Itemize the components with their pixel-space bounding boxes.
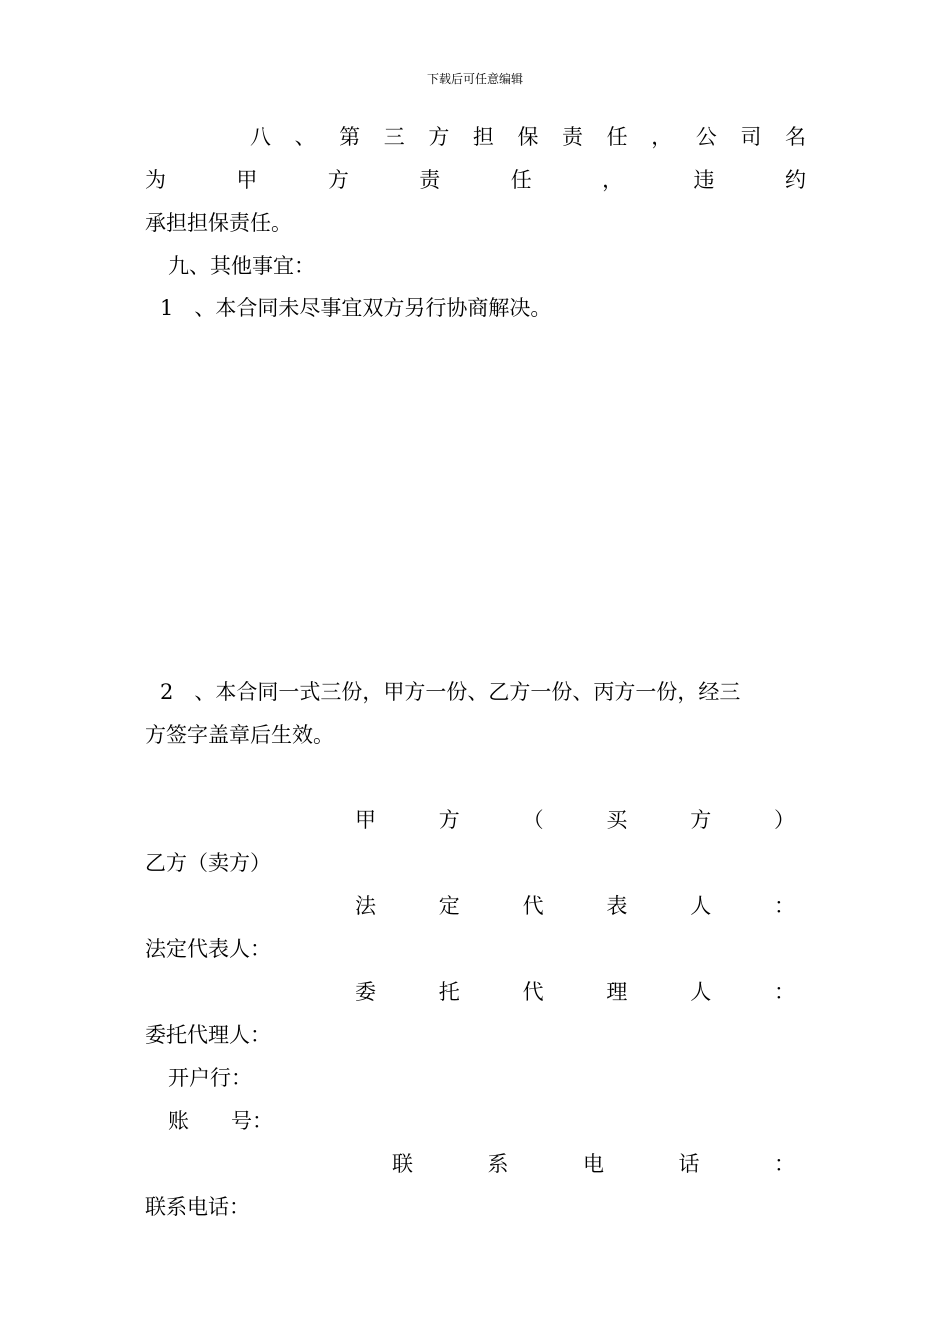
section8-line1	[250, 122, 806, 152]
text-fragment: 责	[562, 125, 584, 149]
section8-line2	[145, 165, 806, 195]
text-fragment: 系	[487, 1152, 509, 1176]
text-fragment: 保	[517, 125, 539, 149]
text-fragment: 理	[606, 980, 628, 1004]
legal-rep-b-label: 法定代表人：	[145, 937, 271, 961]
text-fragment: 买	[606, 808, 628, 832]
phone-b-label: 联系电话：	[145, 1195, 250, 1219]
text-fragment: 公	[695, 125, 717, 149]
text-fragment: 表	[606, 894, 628, 918]
agent-b-label: 委托代理人：	[145, 1023, 271, 1047]
party-a-label	[355, 805, 795, 835]
text-fragment: 方	[327, 168, 349, 192]
text-fragment: 联	[392, 1152, 413, 1176]
text-fragment: ：	[773, 894, 795, 918]
text-fragment: 电	[583, 1152, 604, 1176]
text-fragment: 任	[510, 168, 532, 192]
text-fragment: 人	[690, 894, 712, 918]
text-fragment: ，	[602, 168, 624, 192]
text-fragment: 甲	[236, 168, 258, 192]
text-fragment: 、	[294, 125, 316, 149]
text-fragment: 托	[438, 980, 460, 1004]
text-fragment: 名	[784, 125, 806, 149]
section8-line3: 承担担保责任。	[145, 211, 292, 235]
text-fragment: 甲	[355, 808, 376, 832]
agent-a-label	[355, 977, 795, 1007]
text-fragment: （	[522, 808, 544, 832]
text-fragment: ，	[651, 125, 673, 149]
account-label	[168, 1106, 273, 1136]
text-fragment: 任	[606, 125, 628, 149]
text-fragment: 代	[522, 894, 544, 918]
text-fragment: 责	[419, 168, 441, 192]
text-fragment: ）	[773, 808, 795, 832]
text-fragment: 定	[438, 894, 460, 918]
text-fragment: 号：	[231, 1109, 273, 1133]
text-fragment: 担	[472, 125, 494, 149]
bank-label: 开户行：	[168, 1066, 252, 1090]
text-fragment: 话	[678, 1152, 700, 1176]
text-fragment: 方	[690, 808, 712, 832]
text-fragment: 人	[690, 980, 712, 1004]
text-fragment: 代	[522, 980, 544, 1004]
party-b-label: 乙方（卖方）	[145, 851, 271, 875]
legal-rep-a-label	[355, 891, 795, 921]
text-fragment: 方	[438, 808, 460, 832]
section9-heading: 九、其他事宜：	[168, 254, 315, 278]
phone-a-label	[392, 1149, 795, 1179]
text-fragment: 委	[355, 980, 376, 1004]
text-fragment: 第	[339, 125, 361, 149]
text-fragment: ：	[773, 980, 795, 1004]
text-fragment: 为	[145, 168, 166, 192]
text-fragment: 约	[784, 168, 806, 192]
text-fragment: 八	[250, 125, 271, 149]
text-fragment: 违	[693, 168, 715, 192]
page-header: 下载后可任意编辑	[426, 72, 523, 86]
section9-item2-line2: 方签字盖章后生效。	[145, 723, 334, 747]
text-fragment: 法	[355, 894, 376, 918]
text-fragment: 账	[168, 1109, 189, 1133]
section9-item2-line1: 2 、本合同一式三份，甲方一份、乙方一份、丙方一份，经三	[160, 680, 741, 704]
text-fragment: 司	[740, 125, 762, 149]
text-fragment: ：	[774, 1152, 795, 1176]
text-fragment: 方	[428, 125, 450, 149]
section9-item1: 1 、本合同未尽事宜双方另行协商解决。	[160, 296, 552, 320]
text-fragment: 三	[383, 125, 405, 149]
